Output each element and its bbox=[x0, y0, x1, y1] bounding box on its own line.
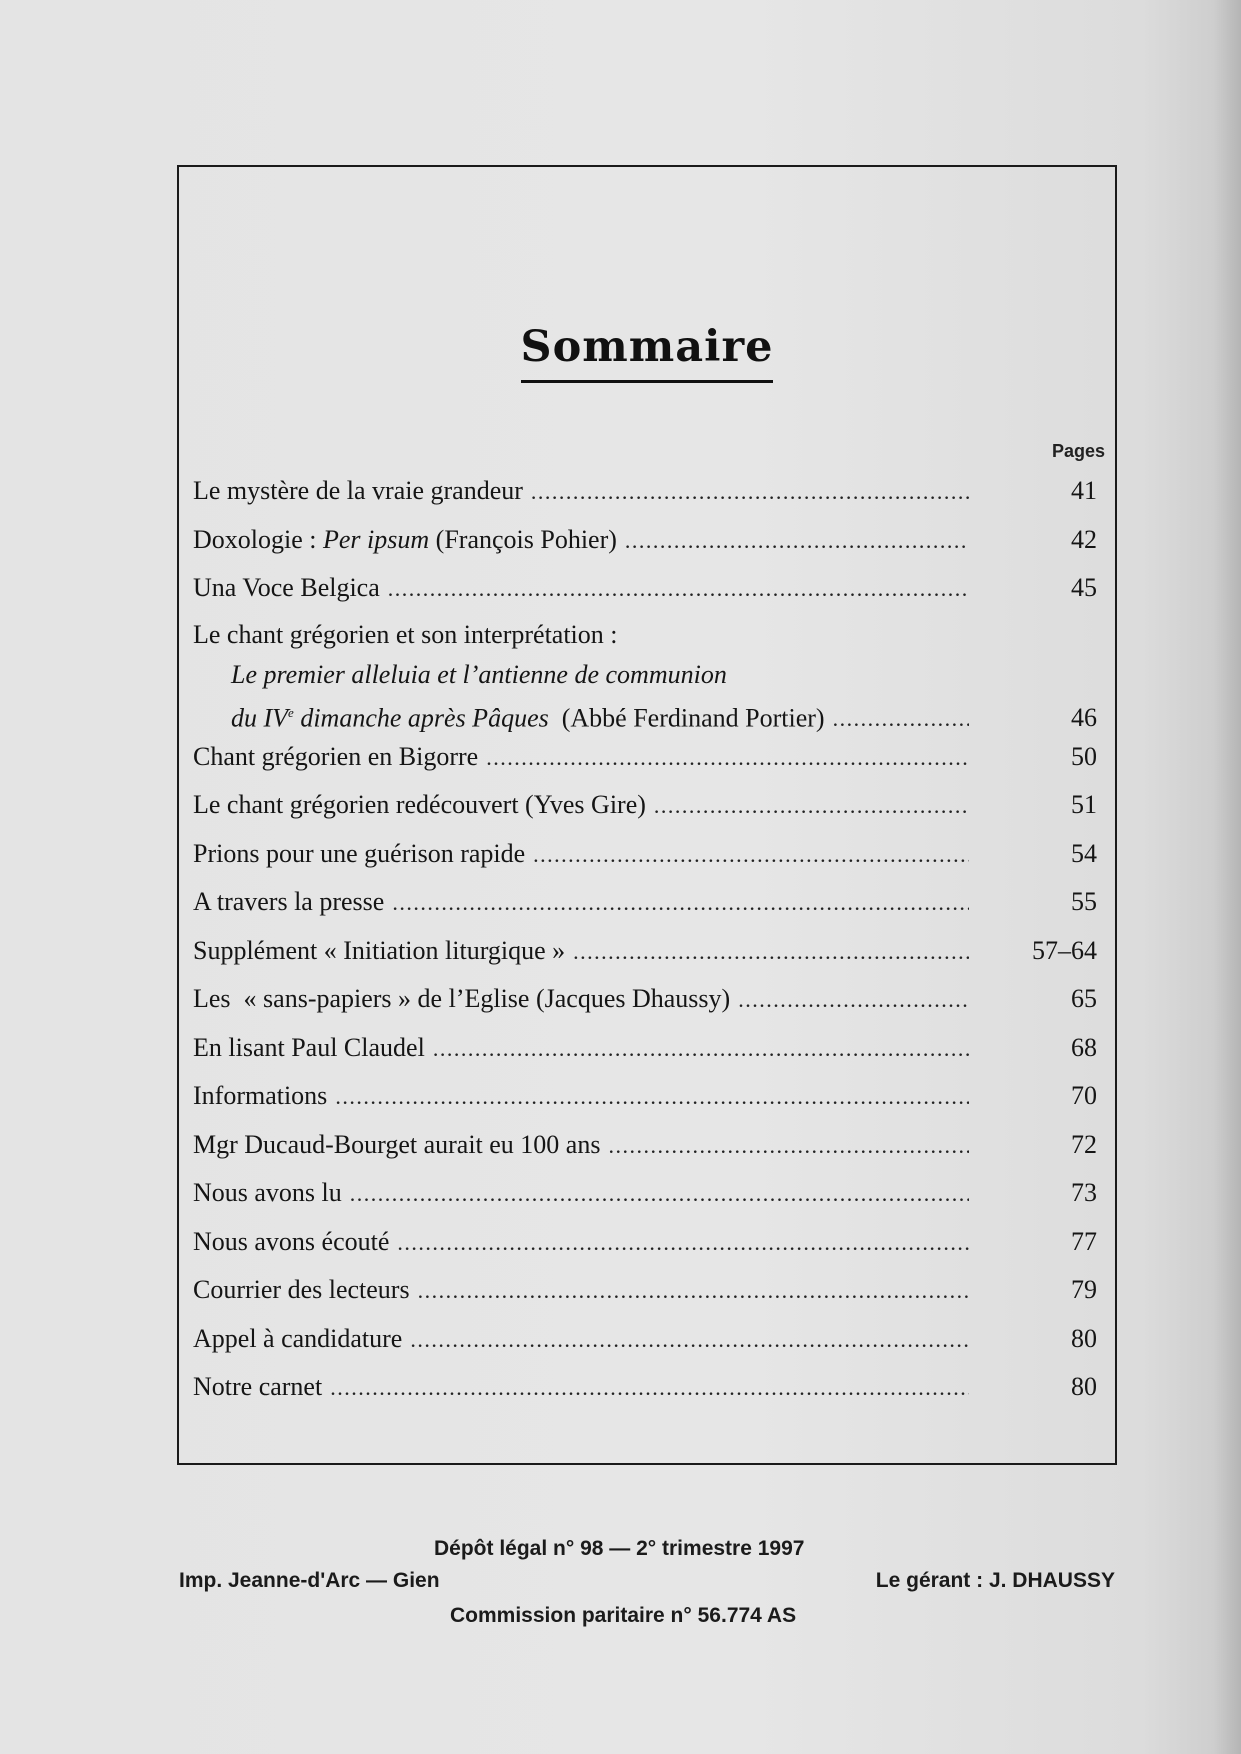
toc-entry[interactable] bbox=[193, 1315, 1103, 1364]
toc-title-text: Sommaire bbox=[521, 322, 774, 383]
toc-entry-page: 54 bbox=[1071, 838, 1097, 868]
leader-dots bbox=[350, 1170, 969, 1219]
toc-entry-label: Les « sans-papiers » de l’Eglise (Jacques Dhaussy) bbox=[193, 984, 731, 1013]
toc-entry-multiline[interactable] bbox=[193, 613, 1103, 733]
leader-dots bbox=[433, 1025, 969, 1074]
toc-entry[interactable] bbox=[193, 1121, 1103, 1170]
toc-entry-label: Una Voce Belgica bbox=[193, 573, 380, 602]
leader-dots bbox=[335, 1073, 969, 1122]
toc-entry-label-part: (Abbé Ferdinand Portier) bbox=[548, 703, 825, 733]
toc-entry-label: Le chant grégorien redécouvert (Yves Gire) bbox=[193, 790, 646, 819]
toc-entry-label: Courrier des lecteurs bbox=[193, 1275, 410, 1304]
leader-dots bbox=[738, 976, 969, 1025]
leader-dots bbox=[388, 565, 969, 614]
toc-entry-page: 51 bbox=[1071, 790, 1097, 819]
leader-dots bbox=[392, 879, 969, 928]
legal-deposit-text: Dépôt légal n° 98 — 2° trimestre 1997 bbox=[434, 1537, 805, 1560]
commission-text: Commission paritaire n° 56.774 AS bbox=[450, 1604, 797, 1627]
toc-entry-label-line1: Le chant grégorien et son interprétation : bbox=[193, 619, 618, 649]
toc-entry-label-italic: dimanche après Pâques bbox=[293, 703, 549, 733]
toc-entry[interactable] bbox=[193, 1024, 1103, 1073]
toc-entry-label: Notre carnet bbox=[193, 1372, 323, 1401]
table-of-contents-frame bbox=[177, 165, 1117, 1465]
toc-entry[interactable] bbox=[193, 516, 1103, 565]
toc-entry-label: Le mystère de la vraie grandeur bbox=[193, 476, 523, 505]
toc-entry-page: 80 bbox=[1071, 1323, 1097, 1353]
toc-entries bbox=[193, 467, 1103, 1412]
toc-entry[interactable] bbox=[193, 878, 1103, 927]
toc-entry[interactable] bbox=[193, 1218, 1103, 1267]
toc-entry-page: 73 bbox=[1071, 1178, 1097, 1207]
leader-dots bbox=[531, 468, 969, 517]
toc-title bbox=[179, 322, 1115, 383]
leader-dots bbox=[486, 734, 969, 783]
toc-entry[interactable] bbox=[193, 830, 1103, 879]
toc-entry-label-line3 bbox=[231, 693, 825, 739]
toc-entry-label-line2: Le premier alleluia et l’antienne de communion bbox=[231, 659, 727, 689]
toc-entry[interactable] bbox=[193, 467, 1103, 516]
toc-entry-page: 72 bbox=[1071, 1129, 1097, 1159]
toc-entry-label: Mgr Ducaud-Bourget aurait eu 100 ans bbox=[193, 1129, 601, 1159]
toc-entry-page: 42 bbox=[1071, 524, 1097, 554]
toc-entry-label-italic: Per ipsum bbox=[323, 524, 430, 554]
toc-entry-label: Supplément « Initiation liturgique » bbox=[193, 935, 566, 965]
toc-entry-label-part: (François Pohier) bbox=[429, 524, 617, 554]
toc-entry-label: Chant grégorien en Bigorre bbox=[193, 741, 479, 771]
toc-entry[interactable] bbox=[193, 1266, 1103, 1315]
toc-entry-page: 70 bbox=[1071, 1081, 1097, 1110]
leader-dots bbox=[573, 928, 969, 977]
toc-entry-page: 68 bbox=[1071, 1032, 1097, 1062]
toc-entry-page: 80 bbox=[1071, 1372, 1097, 1401]
page-edge-shadow bbox=[1213, 0, 1241, 1754]
toc-entry[interactable] bbox=[193, 733, 1103, 782]
leader-dots bbox=[625, 517, 969, 566]
toc-entry-label: En lisant Paul Claudel bbox=[193, 1032, 425, 1062]
leader-dots bbox=[608, 1122, 969, 1171]
toc-entry-label: Nous avons écouté bbox=[193, 1226, 390, 1256]
leader-dots bbox=[654, 782, 969, 831]
toc-entry-label: Appel à candidature bbox=[193, 1323, 403, 1353]
toc-entry[interactable] bbox=[193, 927, 1103, 976]
toc-entry-page: 55 bbox=[1071, 887, 1097, 916]
printer-text: Imp. Jeanne-d'Arc — Gien bbox=[179, 1569, 440, 1592]
leader-dots bbox=[410, 1316, 969, 1365]
superscript: e bbox=[288, 704, 294, 720]
leader-dots bbox=[397, 1219, 969, 1268]
toc-entry[interactable] bbox=[193, 975, 1103, 1024]
toc-entry-page: 79 bbox=[1071, 1275, 1097, 1304]
toc-entry-label-italic: du IV bbox=[231, 703, 289, 733]
manager-text: Le gérant : J. DHAUSSY bbox=[875, 1569, 1115, 1592]
pages-column-header: Pages bbox=[1051, 441, 1105, 461]
toc-entry[interactable] bbox=[193, 781, 1103, 830]
toc-entry-page: 50 bbox=[1071, 741, 1097, 771]
leader-dots bbox=[418, 1267, 969, 1316]
toc-entry-label: Prions pour une guérison rapide bbox=[193, 838, 526, 868]
toc-entry-label: Informations bbox=[193, 1081, 328, 1110]
toc-entry-page: 46 bbox=[1071, 703, 1097, 733]
leader-dots bbox=[533, 831, 969, 880]
toc-entry[interactable] bbox=[193, 1169, 1103, 1218]
toc-entry[interactable] bbox=[193, 1072, 1103, 1121]
toc-entry-label bbox=[193, 516, 617, 565]
toc-entry-page: 45 bbox=[1071, 573, 1097, 602]
toc-entry[interactable] bbox=[193, 564, 1103, 613]
toc-entry[interactable] bbox=[193, 1363, 1103, 1412]
toc-entry-label: Nous avons lu bbox=[193, 1178, 342, 1207]
toc-entry-label-part: Doxologie : bbox=[193, 524, 323, 554]
toc-entry-page: 57–64 bbox=[1032, 935, 1097, 965]
leader-dots bbox=[330, 1364, 969, 1413]
toc-entry-page: 77 bbox=[1071, 1226, 1097, 1256]
toc-entry-page: 65 bbox=[1071, 984, 1097, 1013]
toc-entry-label: A travers la presse bbox=[193, 887, 385, 916]
toc-entry-page: 41 bbox=[1071, 476, 1097, 505]
